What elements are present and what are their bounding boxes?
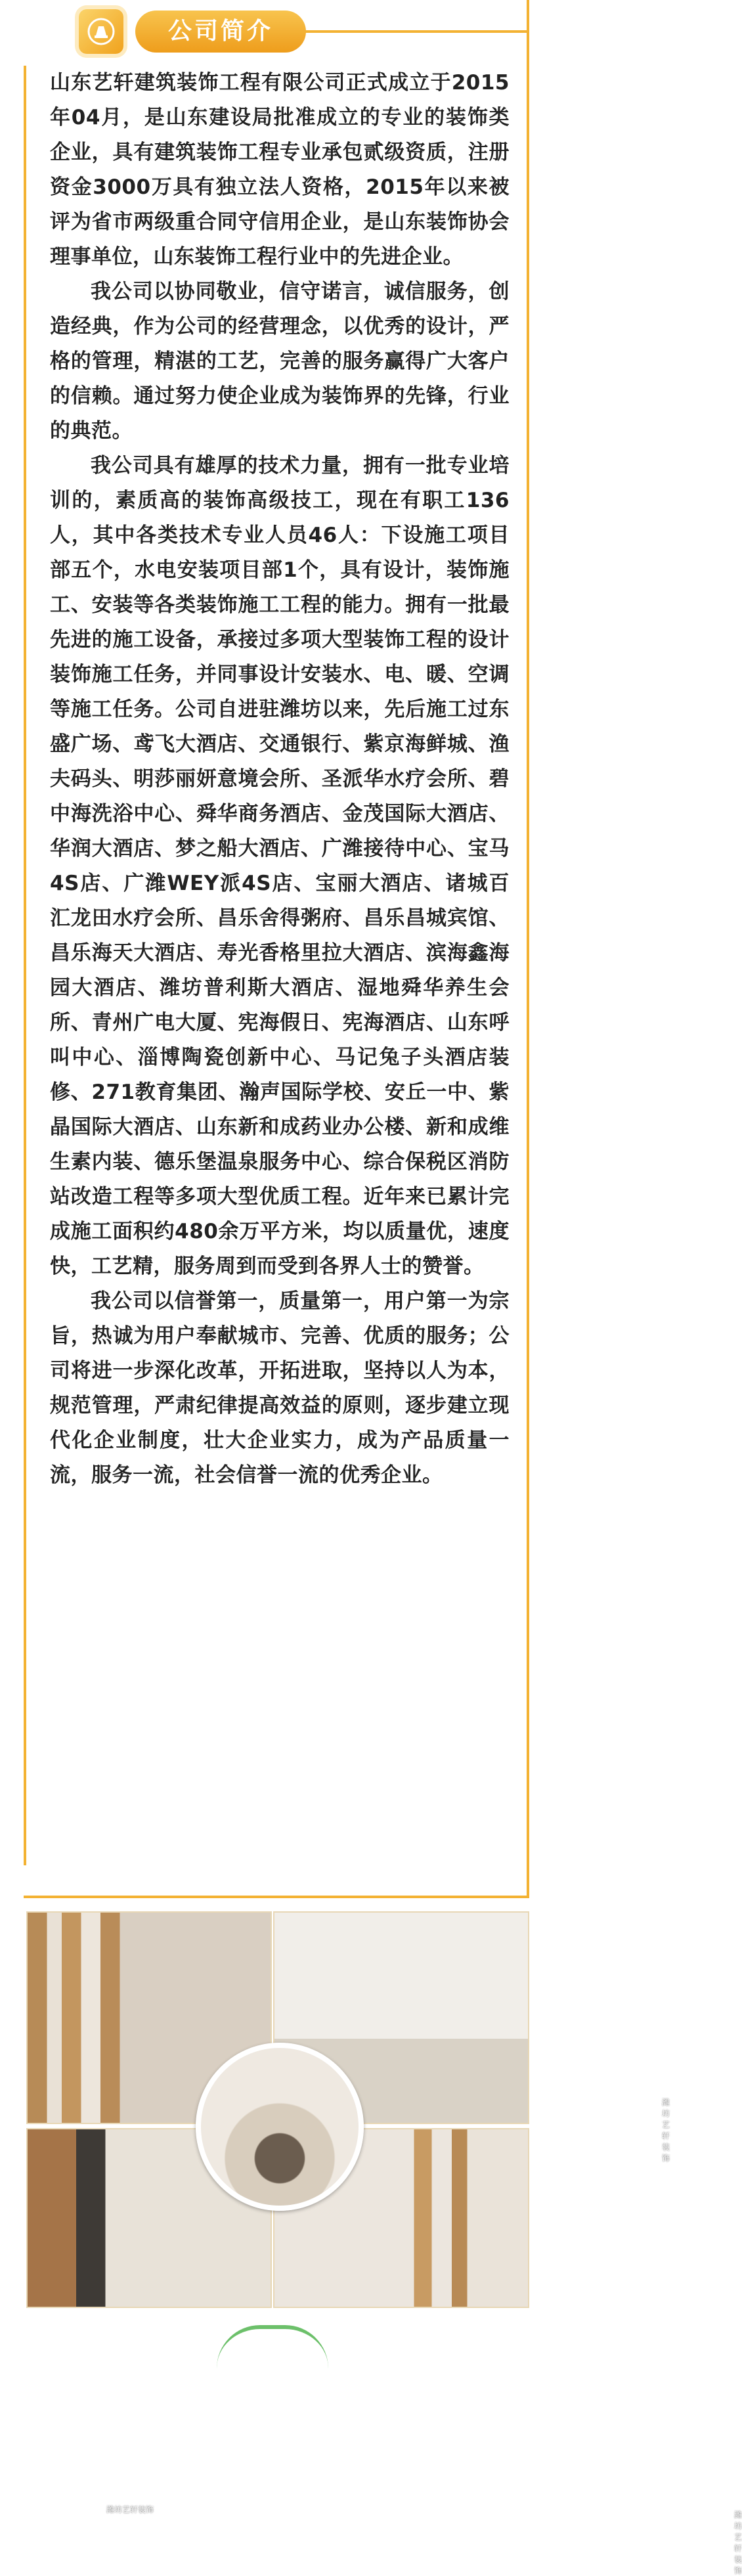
- intro-paragraph-1: 山东艺轩建筑装饰工程有限公司正式成立于2015年04月，是山东建设局批准成立的专业的装饰类企业，具有建筑装饰工程专业承包贰级资质，注册资金3000万具有独立法人资格，2015年以来被评为省市两级重合同守信用企业，是山东装饰协会理事单位，山东装饰工程行业中的先进企业。: [50, 71, 510, 269]
- intro-paragraph-3: 我公司具有雄厚的技术力量，拥有一批专业培训的，素质高的装饰高级技工，现在有职工136人，其中各类技术专业人员46人：下设施工项目部五个，水电安装项目部1个，具有设计，装饰施工、安装等各类装饰施工工程的能力。拥有一批最先进的施工设备，承接过多项大型装饰工程的设计装饰施工任务，并同事设计安装水、电、暖、空调等施工任务。公司自进驻潍坊以来，先后施工过东盛广场、鸢飞大酒店、交通银行、紫京海鲜城、渔夫码头、明莎丽妍意境会所、圣派华水疗会所、碧中海洗浴中心、舜华商务酒店、金茂国际大酒店、华润大酒店、梦之船大酒店、广潍接待中心、宝马4S店、广潍WEY派4S店、宝丽大酒店、诸城百汇龙田水疗会所、昌乐舍得粥府、昌乐昌城宾馆、昌乐海天大酒店、寿光香格里拉大酒店、滨海鑫海园大酒店、潍坊普利斯大酒店、湿地舜华养生会所、青州广电大厦、宪海假日、宪海酒店、山东呼叫中心、淄博陶瓷创新中心、马记兔子头酒店装修、271教育集团、瀚声国际学校、安丘一中、紫晶国际大酒店、山东新和成药业办公楼、新和成维生素内装、德乐堡温泉服务中心、综合保税区消防站改造工程等多项大型优质工程。近年来已累计完成施工面积约480余万平方米，均以质量优，速度快，工艺精，服务周到而受到各界人士的赞誉。: [50, 454, 510, 1278]
- frame-right-line: [527, 0, 529, 1898]
- gold-ingot-logo-icon: [79, 9, 123, 54]
- intro-paragraph-2: 我公司以协同敬业，信守诺言，诚信服务，创造经典，作为公司的经营理念，以优秀的设计，严格的管理，精湛的工艺，完善的服务赢得广大客户的信赖。通过努力使企业成为装饰界的先锋，行业的典范。: [50, 280, 510, 443]
- frame-bottom-line: [24, 1896, 529, 1898]
- photo-watermark: 潍坊艺轩装饰: [662, 2098, 670, 2163]
- reception-table-photo: [196, 2043, 364, 2211]
- intro-text: [50, 66, 510, 1493]
- office-photo-collage: [24, 1911, 742, 2575]
- section-title: 公司简介: [135, 11, 306, 53]
- intro-paragraph-4: 我公司以信誉第一，质量第一，用户第一为宗旨，热诚为用户奉献城市、完善、优质的服务；公司将进一步深化改革，开拓进取，坚持以人为本，规范管理，严肃纪律提高效益的原则，逐步建立现代化企业制度，壮大企业实力，成为产品质量一流，服务一流，社会信誉一流的优秀企业。: [50, 1289, 510, 1487]
- green-hill-decoration: [217, 2325, 328, 2368]
- photo-watermark: 潍坊艺轩装饰: [734, 2510, 742, 2575]
- photo-watermark: 潍坊艺轩装饰: [106, 2505, 154, 2514]
- frame-left-line: [24, 66, 26, 1865]
